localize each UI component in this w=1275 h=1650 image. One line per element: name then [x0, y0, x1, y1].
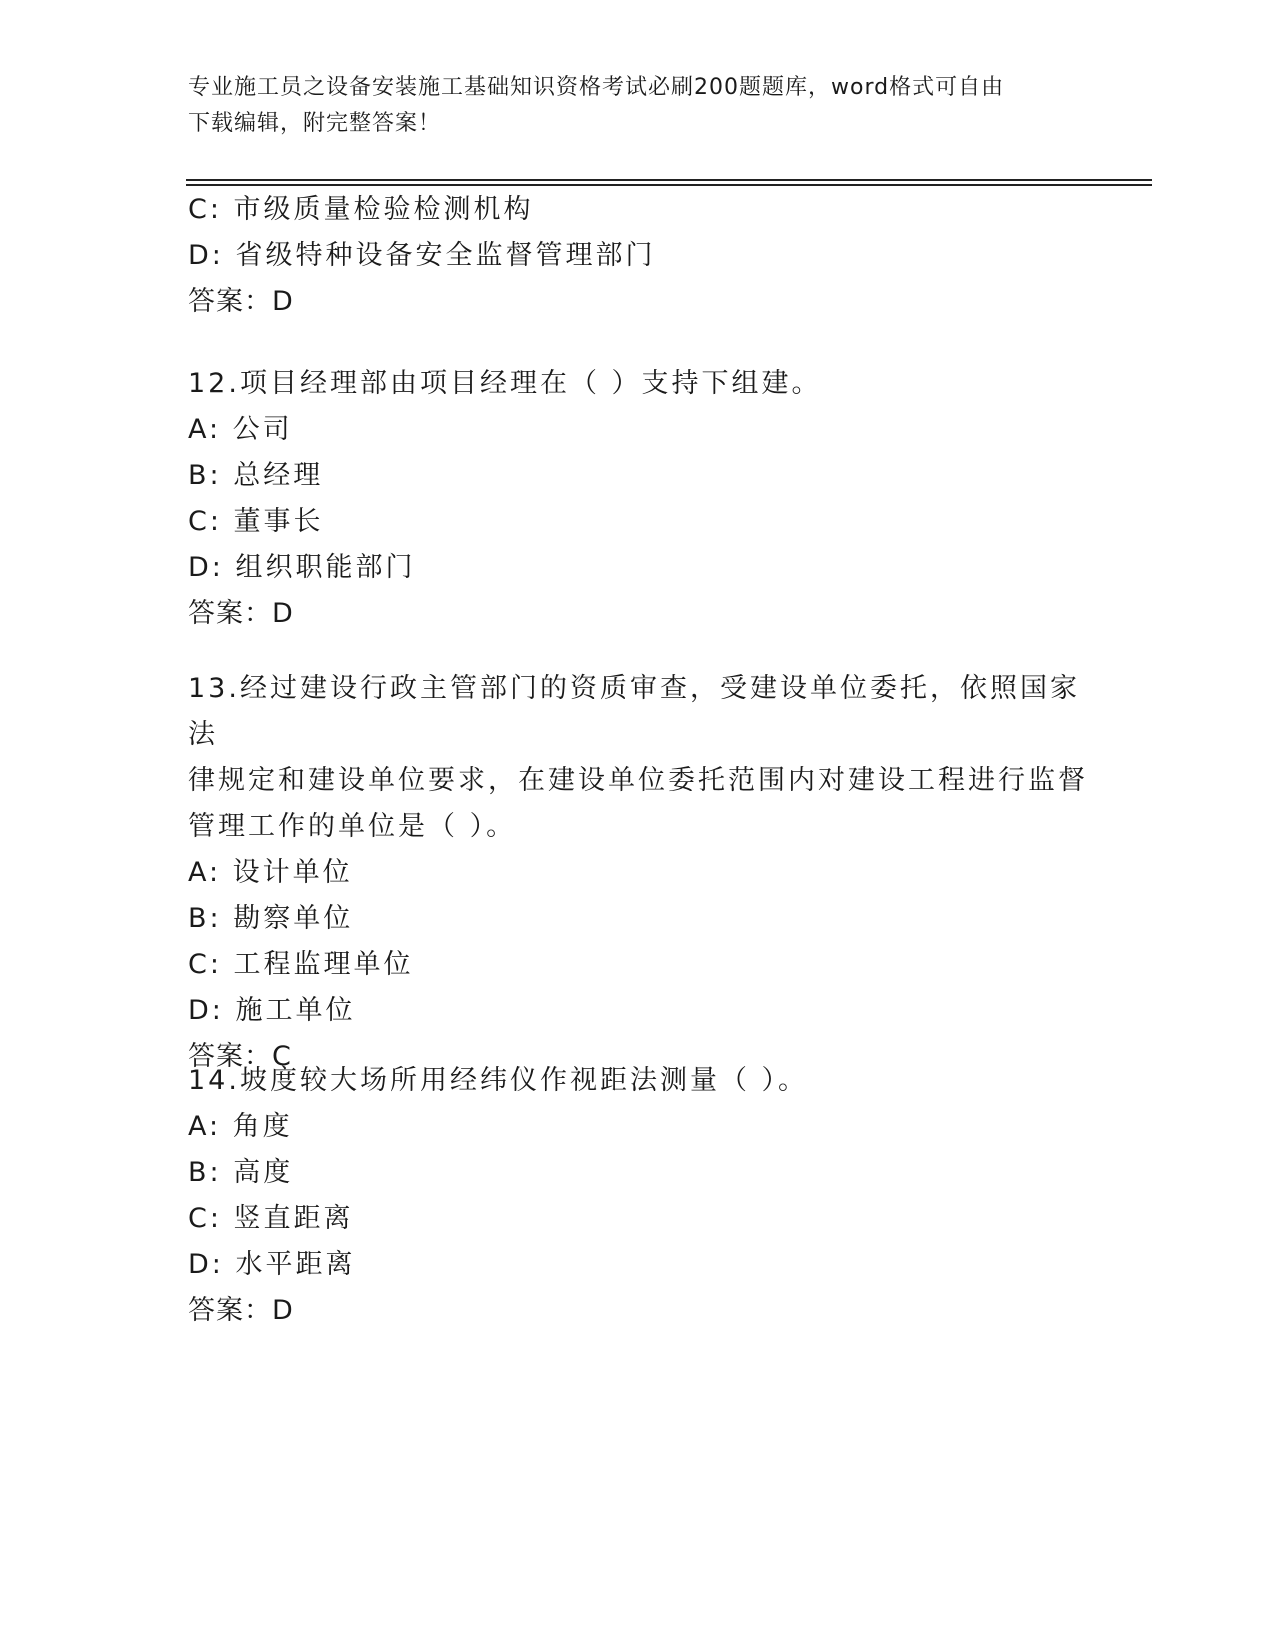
option-d: D: 施工单位 — [188, 995, 356, 1026]
document-header — [188, 70, 1068, 142]
header-divider-top — [186, 179, 1152, 181]
question-text-line-2: 律规定和建设单位要求，在建设单位委托范围内对建设工程进行监督 — [188, 765, 1088, 796]
option-b: B: 勘察单位 — [188, 903, 354, 934]
header-divider-bottom — [186, 184, 1152, 186]
header-line-2: 下载编辑，附完整答案！ — [188, 111, 442, 136]
option-d: D: 组织职能部门 — [188, 552, 416, 583]
answer: 答案：C — [188, 1041, 292, 1072]
option-b: B: 高度 — [188, 1157, 294, 1188]
answer: 答案：D — [188, 286, 294, 317]
option-a: A: 公司 — [188, 414, 293, 445]
answer: 答案：D — [188, 1295, 294, 1326]
question-text-line-1: 13.经过建设行政主管部门的资质审查，受建设单位委托，依照国家法 — [188, 673, 1080, 750]
option-a: A: 设计单位 — [188, 857, 353, 888]
question-11-tail — [188, 187, 1088, 325]
header-line-1: 专业施工员之设备安装施工基础知识资格考试必刷200题题库，word格式可自由 — [188, 75, 1005, 100]
option-a: A: 角度 — [188, 1111, 293, 1142]
answer: 答案：D — [188, 598, 294, 629]
question-text-line-3: 管理工作的单位是（ ）。 — [188, 811, 517, 842]
option-d: D: 省级特种设备安全监督管理部门 — [188, 240, 656, 271]
question-text: 14.坡度较大场所用经纬仪作视距法测量（ ）。 — [188, 1065, 809, 1096]
option-d: D: 水平距离 — [188, 1249, 356, 1280]
option-c: C: 董事长 — [188, 506, 324, 537]
question-text: 12.项目经理部由项目经理在（ ）支持下组建。 — [188, 368, 822, 399]
question-14 — [188, 1058, 1088, 1334]
question-12 — [188, 361, 1088, 637]
option-c: C: 工程监理单位 — [188, 949, 414, 980]
option-c: C: 竖直距离 — [188, 1203, 354, 1234]
question-13 — [188, 666, 1088, 1080]
option-b: B: 总经理 — [188, 460, 324, 491]
option-c: C: 市级质量检验检测机构 — [188, 194, 534, 225]
